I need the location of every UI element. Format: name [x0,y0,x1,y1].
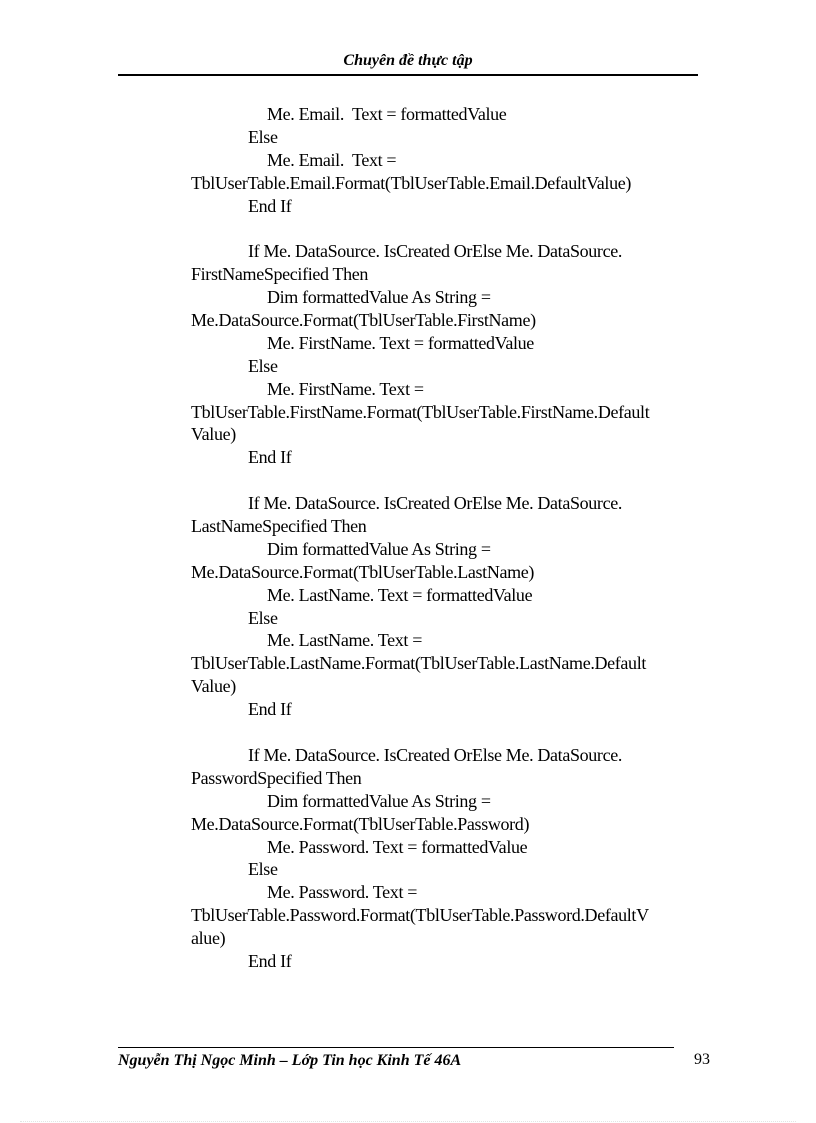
code-line: Me. Password. Text = formattedValue [267,836,528,857]
code-line: Value) [191,676,236,697]
code-line: End If [248,195,292,216]
blank-line [191,469,691,492]
code-line: End If [248,699,292,720]
code-line: Me. FirstName. Text = [267,378,424,399]
code-line: Else [248,859,278,880]
code-line: Else [248,607,278,628]
code-line: End If [248,950,292,971]
code-line: TblUserTable.LastName.Format(TblUserTable.LastName.Default [191,653,647,674]
code-line: Else [248,126,278,147]
code-line: If Me. DataSource. IsCreated OrElse Me. DataSource. [248,744,623,765]
code-line: Me. LastName. Text = [267,630,423,651]
page-bottom-edge [20,1121,796,1122]
code-line: Me. Email. Text = formattedValue [267,104,507,124]
page-header-title: Chuyên đề thực tập [343,52,473,69]
code-line: LastNameSpecified Then [191,516,367,537]
footer-author: Nguyễn Thị Ngọc Minh – Lớp Tin học Kinh Tế 46A [118,1052,462,1069]
code-line: Dim formattedValue As String = [267,790,491,811]
code-line: Me.DataSource.Format(TblUserTable.FirstName) [191,310,536,331]
blank-line [191,721,691,744]
header-divider [118,74,698,76]
code-line: Me. LastName. Text = formattedValue [267,584,533,605]
code-line: Value) [191,424,236,445]
code-line: PasswordSpecified Then [191,767,362,788]
code-line: Me.DataSource.Format(TblUserTable.Password) [191,813,530,834]
code-line: Me. Password. Text = [267,882,418,903]
blank-line [191,217,691,240]
code-line: Me. FirstName. Text = formattedValue [267,332,534,353]
code-line: Me.DataSource.Format(TblUserTable.LastName) [191,561,535,582]
code-line: If Me. DataSource. IsCreated OrElse Me. DataSource. [248,493,623,514]
code-line: End If [248,447,292,468]
code-line: Me. Email. Text = [267,149,397,170]
code-line: Else [248,355,278,376]
code-line: TblUserTable.Email.Format(TblUserTable.Email.DefaultValue) [191,172,632,193]
code-line: alue) [191,928,226,949]
footer-divider [118,1047,674,1048]
code-line: FirstNameSpecified Then [191,264,369,285]
code-listing [191,103,691,973]
code-line: TblUserTable.FirstName.Format(TblUserTable.FirstName.Default [191,401,650,422]
code-line: Dim formattedValue As String = [267,287,491,308]
code-line: If Me. DataSource. IsCreated OrElse Me. DataSource. [248,241,623,262]
code-line: Dim formattedValue As String = [267,538,491,559]
code-line: TblUserTable.Password.Format(TblUserTable.Password.DefaultV [191,905,649,926]
page-number: 93 [694,1051,710,1068]
